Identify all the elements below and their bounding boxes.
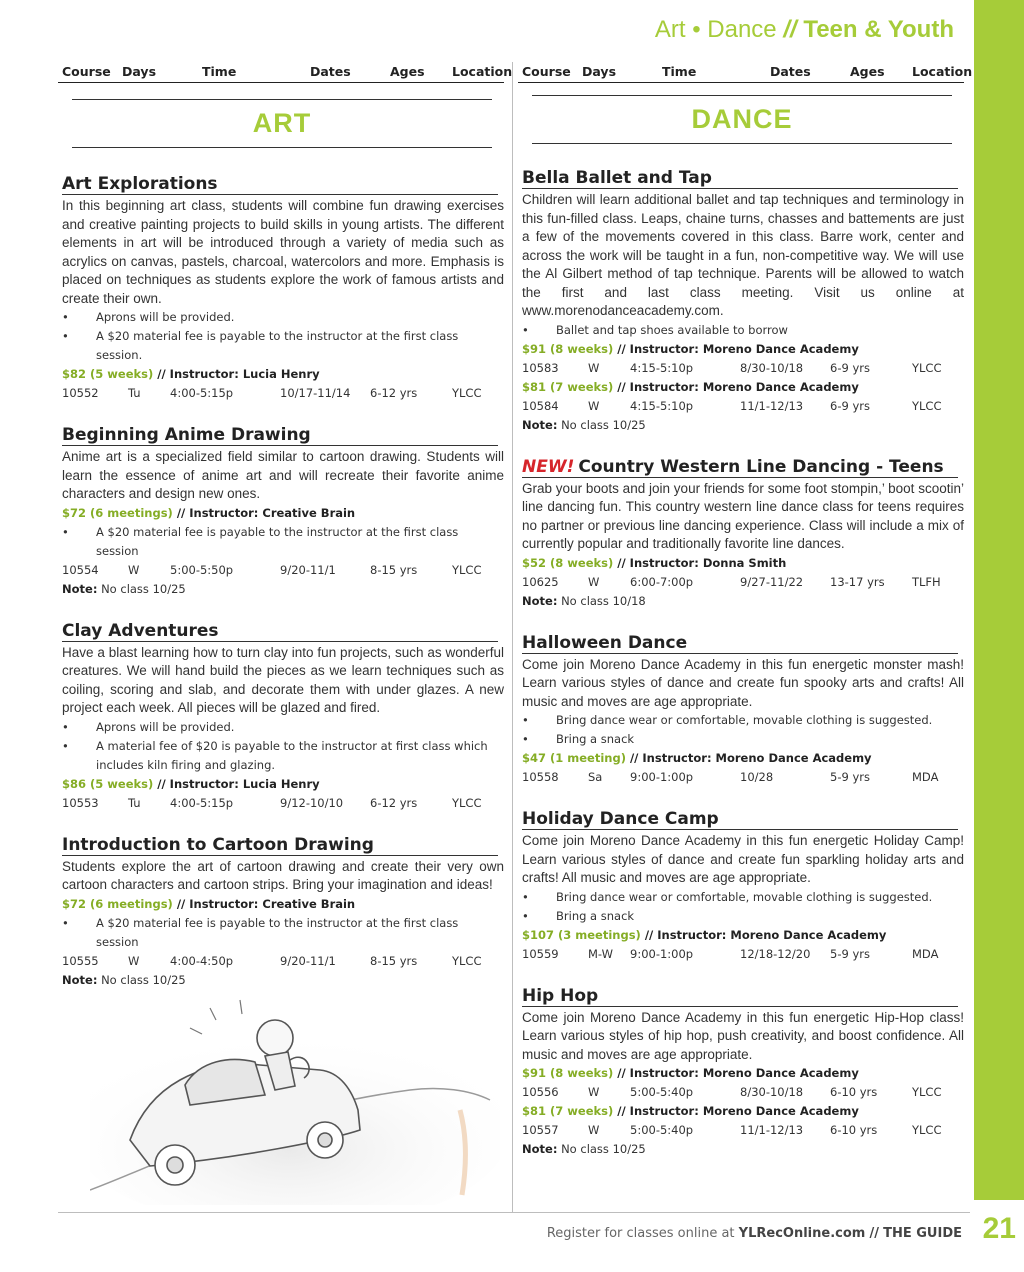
section-heading-block <box>72 99 492 148</box>
course-price: $82 (5 weeks) <box>62 367 154 381</box>
course-instructor: // Instructor: Moreno Dance Academy <box>617 1066 859 1080</box>
course-clay-adventures <box>58 621 504 813</box>
course-instructor: // Instructor: Moreno Dance Academy <box>644 927 887 942</box>
course-price-line <box>522 1064 964 1083</box>
course-title: Holiday Dance Camp <box>522 809 958 830</box>
course-bullet: • Bring dance wear or comfortable, movable clothing is suggested. <box>522 713 933 727</box>
course-title: Introduction to Cartoon Drawing <box>62 835 498 856</box>
course-price-line <box>522 554 964 573</box>
course-schedule-row: 10555 W 4:00-4:50p 9/20-11/1 8-15 yrs YLCC <box>62 953 482 968</box>
course-price-line <box>522 926 964 945</box>
course-bullet: • A $20 material fee is payable to the instructor at the first class session <box>62 524 459 558</box>
course-schedule-row: 10583 W 4:15-5:10p 8/30-10/18 6-9 yrs YLCC <box>522 360 942 375</box>
course-description: Anime art is a specialized field similar to cartoon drawing. Students will learn the essence of anime art and will recreate their favorite anime characters and design new ones. <box>62 449 504 501</box>
course-description: In this beginning art class, students will combine fun drawing exercises and creative painting projects to build skills in young artists. The different elements in art will be introduced through a variety of media such as acrylics on canvas, pastels, charcoal, watercolors and more. Emphasis is placed on techniques as students explore the work of famous artists and create their own. <box>62 198 504 306</box>
course-title: NEW! Country Western Line Dancing - Teens <box>522 457 958 478</box>
course-price-line <box>522 1102 964 1121</box>
course-schedule-row: 10552 Tu 4:00-5:15p 10/17-11/14 6-12 yrs YLCC <box>62 386 482 400</box>
course-description: Children will learn additional ballet and tap techniques and terminology in this fun-filled class. Leaps, chaine turns, chasses and battements are just a few of the movements covered in this class. Barre work, center and across the work will be taught in a fun, non-competitive way. We will use the Al Gilbert method of tap technique. Parents will be allowed to watch the first and last class meeting. Visit us online at www.morenodanceacademy.com. <box>522 192 964 318</box>
column-header-row <box>58 60 513 83</box>
course-title: Halloween Dance <box>522 633 958 654</box>
section-heading-art: ART <box>252 108 312 138</box>
course-instructor: // Instructor: Donna Smith <box>617 555 787 570</box>
course-country-western-line-dancing <box>518 457 964 611</box>
course-price-line <box>62 895 504 914</box>
course-hip-hop <box>518 986 964 1160</box>
column-header-location: Location <box>912 64 973 79</box>
course-bullet: • Aprons will be provided. <box>62 719 235 734</box>
course-price: $47 (1 meeting) <box>522 751 626 765</box>
footer-text: Register for classes online at <box>546 1226 735 1241</box>
course-instructor: // Instructor: Creative Brain <box>176 896 356 911</box>
course-bullet: • A material fee of $20 is payable to the instructor at first class which includes kiln firing and glazing. <box>62 738 488 772</box>
column-header-location: Location <box>452 64 513 79</box>
art-column <box>58 60 513 990</box>
course-note: Note: No class 10/25 <box>522 1142 646 1156</box>
course-title: Art Explorations <box>62 174 498 195</box>
course-title: Hip Hop <box>522 986 958 1007</box>
course-bullet: • Ballet and tap shoes available to borrow <box>522 322 788 337</box>
dance-column <box>518 60 973 1159</box>
course-holiday-dance-camp <box>518 809 964 964</box>
course-price: $107 (3 meetings) <box>522 927 641 942</box>
page-header-title <box>655 16 954 44</box>
column-header-time: Time <box>662 64 697 79</box>
footer-separator: // <box>869 1226 879 1241</box>
course-instructor: // Instructor: Moreno Dance Academy <box>617 341 859 356</box>
course-instructor: // Instructor: Lucia Henry <box>157 776 320 791</box>
course-price: $72 (6 meetings) <box>62 896 173 911</box>
course-price-line <box>522 749 964 768</box>
course-instructor: // Instructor: Moreno Dance Academy <box>629 751 872 765</box>
course-price: $81 (7 weeks) <box>522 379 614 394</box>
course-schedule-row: 10556 W 5:00-5:40p 8/30-10/18 6-10 yrs YLCC <box>522 1085 942 1099</box>
course-note: Note: No class 10/25 <box>522 417 646 432</box>
column-header-ages: Ages <box>850 64 885 79</box>
course-bullet: • Bring a snack <box>522 908 635 923</box>
course-price: $86 (5 weeks) <box>62 776 154 791</box>
course-instructor: // Instructor: Lucia Henry <box>157 367 320 381</box>
page-number: 21 <box>982 1212 1016 1245</box>
course-bella-ballet-tap <box>518 168 964 435</box>
course-price: $81 (7 weeks) <box>522 1104 614 1118</box>
course-bullet: • A $20 material fee is payable to the instructor at the first class session. <box>62 329 459 362</box>
column-header-row <box>518 60 973 83</box>
header-audience: Teen & Youth <box>803 16 954 43</box>
column-header-course: Course <box>62 64 111 79</box>
course-schedule-row: 10584 W 4:15-5:10p 11/1-12/13 6-9 yrs YLCC <box>522 398 942 413</box>
course-description: Grab your boots and join your friends for some foot stompin,’ boot scootin’ line dancing fun. This country western line dance class for teens requires no partner or previous line dancing experience. Class will include a mix of currently popular and traditionally favorite line dances. <box>522 480 964 551</box>
course-price-line <box>522 340 964 359</box>
section-heading-dance: DANCE <box>691 104 793 134</box>
course-price-line <box>522 378 964 397</box>
course-description: Come join Moreno Dance Academy in this fun energetic monster mash! Learn various styles of dance and create fun spooky arts and crafts! All music and moves are age appropriate. <box>522 656 964 709</box>
course-price: $91 (8 weeks) <box>522 1066 614 1080</box>
course-bullet: • Bring dance wear or comfortable, movable clothing is suggested. <box>522 889 933 904</box>
header-separator: // <box>783 16 797 43</box>
course-description: Come join Moreno Dance Academy in this fun energetic Holiday Camp! Learn various styles of dance and create fun sparkling holiday arts and crafts! All music and moves are age appropriate. <box>522 833 964 885</box>
course-bullet: • A $20 material fee is payable to the instructor at the first class session <box>62 915 459 949</box>
header-category: Art • Dance <box>654 16 777 43</box>
course-bullet: • Aprons will be provided. <box>62 310 235 324</box>
column-divider <box>512 62 513 1212</box>
course-schedule-row: 10625 W 6:00-7:00p 9/27-11/22 13-17 yrs TLFH <box>522 574 941 589</box>
side-tab <box>974 0 1024 1200</box>
footer-site-link[interactable]: YLRecOnline.com <box>738 1226 866 1241</box>
column-header-dates: Dates <box>770 64 811 79</box>
course-note: Note: No class 10/25 <box>62 972 186 987</box>
footer-rule <box>58 1212 970 1213</box>
course-title: Beginning Anime Drawing <box>62 425 498 446</box>
course-price-line <box>62 504 504 523</box>
section-heading-block <box>532 95 952 144</box>
course-note: Note: No class 10/18 <box>522 593 646 608</box>
course-price-line <box>62 365 504 384</box>
side-tab-label: TEEN & YOUTH <box>4 128 32 326</box>
column-header-time: Time <box>202 64 237 79</box>
column-header-course: Course <box>522 64 571 79</box>
course-art-explorations <box>58 174 504 403</box>
course-intro-cartoon-drawing <box>58 835 504 990</box>
course-note: Note: No class 10/25 <box>62 581 186 596</box>
course-schedule-row: 10558 Sa 9:00-1:00p 10/28 5-9 yrs MDA <box>522 770 939 784</box>
page-footer <box>547 1226 962 1241</box>
course-beginning-anime-drawing <box>58 425 504 599</box>
course-schedule-row: 10554 W 5:00-5:50p 9/20-11/1 8-15 yrs YLCC <box>62 562 482 577</box>
course-instructor: // Instructor: Moreno Dance Academy <box>617 379 859 394</box>
course-title: Clay Adventures <box>62 621 498 642</box>
column-header-ages: Ages <box>390 64 425 79</box>
course-description: Students explore the art of cartoon drawing and create their very own cartoon characters and cartoon strips. Bring your imagination and ideas! <box>62 858 504 892</box>
cartoon-car-illustration <box>90 990 500 1205</box>
column-header-days: Days <box>122 64 157 79</box>
course-instructor: // Instructor: Creative Brain <box>176 505 356 520</box>
footer-guide: THE GUIDE <box>883 1226 962 1241</box>
course-title: Bella Ballet and Tap <box>522 168 958 189</box>
course-price: $72 (6 meetings) <box>62 505 173 520</box>
course-schedule-row: 10553 Tu 4:00-5:15p 9/12-10/10 6-12 yrs YLCC <box>62 795 482 810</box>
new-tag: NEW! <box>522 456 575 477</box>
course-schedule-row: 10557 W 5:00-5:40p 11/1-12/13 6-10 yrs YLCC <box>522 1123 942 1137</box>
course-instructor: // Instructor: Moreno Dance Academy <box>617 1104 859 1118</box>
course-halloween-dance <box>518 633 964 788</box>
course-description: Come join Moreno Dance Academy in this fun energetic Hip-Hop class! Learn various styles of hip hop, push creativity, and boost confidence. All music and moves are age appropriate. <box>522 1009 964 1062</box>
course-price: $52 (8 weeks) <box>522 555 614 570</box>
column-header-dates: Dates <box>310 64 351 79</box>
course-description: Have a blast learning how to turn clay into fun projects, such as wonderful creatures. We will hand build the pieces as we learn techniques such as coiling, scoring and slab, and decorate them with under glazes. A new project each week. All pieces will be glazed and fired. <box>62 644 504 715</box>
course-price: $91 (8 weeks) <box>522 341 614 356</box>
course-schedule-row: 10559 M-W 9:00-1:00p 12/18-12/20 5-9 yrs MDA <box>522 946 939 961</box>
column-header-days: Days <box>582 64 617 79</box>
course-price-line <box>62 775 504 794</box>
course-bullet: • Bring a snack <box>522 732 635 746</box>
